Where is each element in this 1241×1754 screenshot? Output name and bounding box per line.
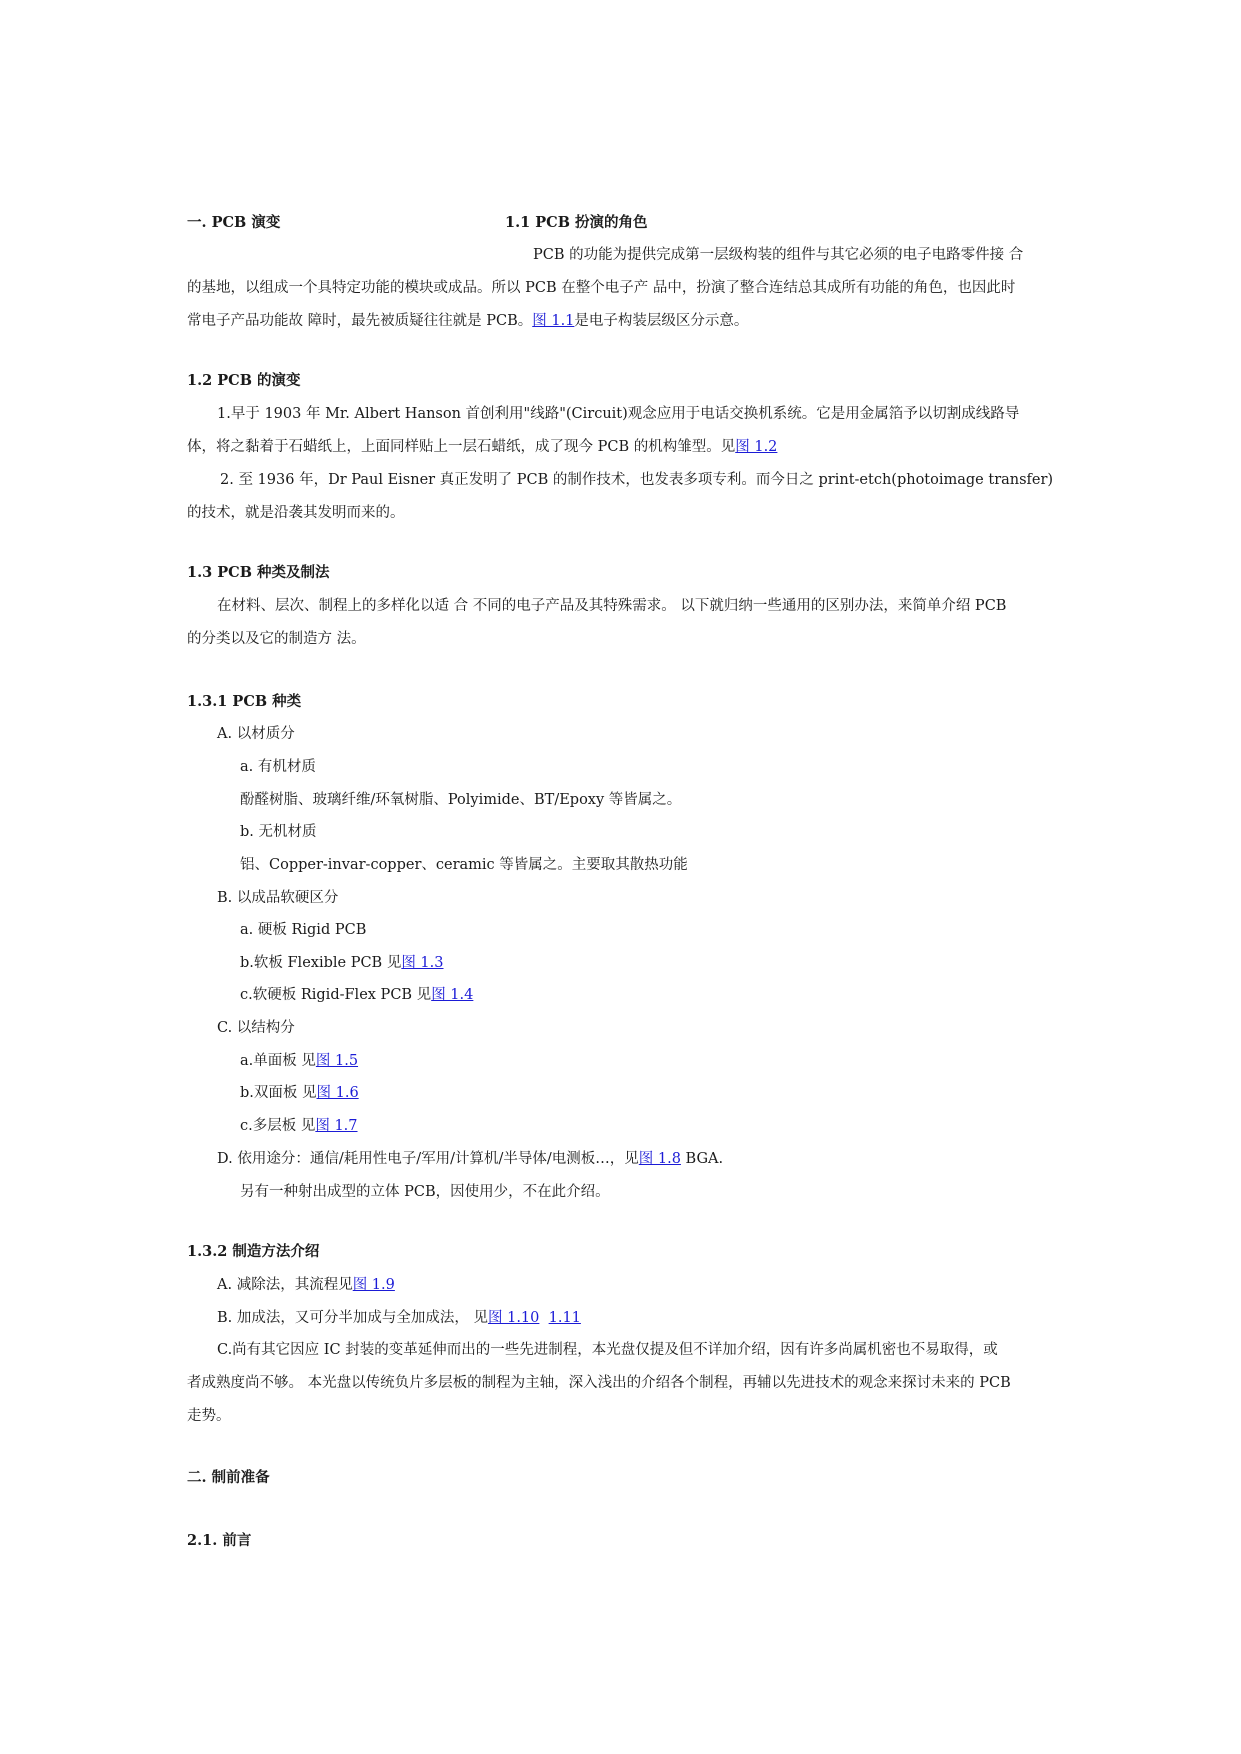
paragraph-line: 2. 至 1936 年，Dr Paul Eisner 真正发明了 PCB 的制作技术，也发表多项专利。而今日之 print-etch(photoimage transfer) xyxy=(220,472,1054,488)
section-heading-pcb-evolution: 一. PCB 演变 xyxy=(187,214,281,231)
list-item-text: B. 加成法，又可分半加成与全加成法， 见 xyxy=(217,1310,488,1326)
list-item-desc: 另有一种射出成型的立体 PCB，因使用少，不在此介绍。 xyxy=(240,1184,610,1200)
paragraph-line: 的技术，就是沿袭其发明而来的。 xyxy=(187,505,405,521)
list-item: a. 硬板 Rigid PCB xyxy=(240,922,367,938)
figure-link-1-2[interactable]: 图 1.2 xyxy=(735,439,778,455)
figure-link-1-11[interactable]: 1.11 xyxy=(548,1310,581,1326)
heading-1-3-1: 1.3.1 PCB 种类 xyxy=(187,693,302,710)
list-item-desc: 铝、Copper-invar-copper、ceramic 等皆属之。主要取其散热功能 xyxy=(240,857,688,873)
list-item xyxy=(240,953,444,973)
heading-1-3-2: 1.3.2 制造方法介绍 xyxy=(187,1243,320,1260)
figure-link-1-10[interactable]: 图 1.10 xyxy=(487,1310,540,1326)
list-item-text: D. 依用途分：通信/耗用性电子/军用/计算机/半导体/电测板…，见 xyxy=(217,1151,639,1167)
paragraph-text: 体，将之黏着于石蜡纸上，上面同样贴上一层石蜡纸，成了现今 PCB 的机构雏型。见 xyxy=(187,439,736,455)
list-item: b. 无机材质 xyxy=(240,824,317,840)
paragraph-line: 在材料、层次、制程上的多样化以适 合 不同的电子产品及其特殊需求。 以下就归纳一些通用的区别办法，来简单介绍 PCB xyxy=(217,598,1007,614)
figure-link-1-9[interactable]: 图 1.9 xyxy=(352,1277,395,1293)
paragraph-line: PCB 的功能为提供完成第一层级构装的组件与其它必须的电子电路零件接 合 xyxy=(533,247,1024,263)
paragraph-line: 的基地，以组成一个具特定功能的模块或成品。所以 PCB 在整个电子产 品中，扮演了整合连结总其成所有功能的角色，也因此时 xyxy=(187,280,1016,296)
figure-link-1-4[interactable]: 图 1.4 xyxy=(431,987,474,1003)
list-item: C. 以结构分 xyxy=(217,1020,295,1036)
paragraph-line: C.尚有其它因应 IC 封装的变革延伸而出的一些先进制程，本光盘仅提及但不详加介绍，因有许多尚属机密也不易取得，或 xyxy=(217,1342,998,1358)
list-item: a. 有机材质 xyxy=(240,759,316,775)
list-item-text: A. 减除法，其流程见 xyxy=(217,1277,353,1293)
section-heading-prep: 二. 制前准备 xyxy=(187,1469,270,1486)
figure-link-1-7[interactable]: 图 1.7 xyxy=(315,1118,358,1134)
heading-2-1: 2.1. 前言 xyxy=(187,1532,252,1549)
figure-link-1-3[interactable]: 图 1.3 xyxy=(401,955,444,971)
list-item-text: b.软板 Flexible PCB 见 xyxy=(240,955,402,971)
list-item-text: a.单面板 见 xyxy=(240,1053,316,1069)
paragraph-line xyxy=(187,311,748,331)
list-item xyxy=(240,1116,358,1136)
heading-1-1: 1.1 PCB 扮演的角色 xyxy=(505,214,648,231)
list-item-text: b.双面板 见 xyxy=(240,1085,317,1101)
list-item-text: c.多层板 见 xyxy=(240,1118,316,1134)
paragraph-text: 是电子构装层级区分示意。 xyxy=(574,313,749,329)
list-item xyxy=(240,985,473,1005)
paragraph-text: 常电子产品功能故 障时，最先被质疑往往就是 PCB。 xyxy=(187,313,533,329)
figure-link-1-6[interactable]: 图 1.6 xyxy=(316,1085,359,1101)
list-item xyxy=(240,1083,359,1103)
figure-link-1-8[interactable]: 图 1.8 xyxy=(638,1151,681,1167)
list-item-text: BGA. xyxy=(680,1151,724,1167)
paragraph-line: 1.早于 1903 年 Mr. Albert Hanson 首创利用"线路"(Circuit)观念应用于电话交换机系统。它是用金属箔予以切割成线路导 xyxy=(217,406,1020,422)
heading-1-2: 1.2 PCB 的演变 xyxy=(187,372,301,389)
heading-1-3: 1.3 PCB 种类及制法 xyxy=(187,564,330,581)
list-item xyxy=(217,1275,395,1295)
figure-link-1-1[interactable]: 图 1.1 xyxy=(532,313,575,329)
list-item: A. 以材质分 xyxy=(217,726,295,742)
list-item: B. 以成品软硬区分 xyxy=(217,890,339,906)
list-item-text: c.软硬板 Rigid-Flex PCB 见 xyxy=(240,987,432,1003)
list-item-desc: 酚醛树脂、玻璃纤维/环氧树脂、Polyimide、BT/Epoxy 等皆属之。 xyxy=(240,792,682,808)
list-item xyxy=(217,1149,723,1169)
figure-link-1-5[interactable]: 图 1.5 xyxy=(315,1053,359,1069)
paragraph-line: 走势。 xyxy=(187,1408,231,1424)
paragraph-line: 者成熟度尚不够。 本光盘以传统负片多层板的制程为主轴，深入浅出的介绍各个制程，再辅以先进技术的观念来探讨未来的 PCB xyxy=(187,1375,1011,1391)
list-item xyxy=(217,1308,581,1328)
paragraph-line xyxy=(187,437,777,457)
paragraph-line: 的分类以及它的制造方 法。 xyxy=(187,631,366,647)
list-item xyxy=(240,1051,358,1071)
